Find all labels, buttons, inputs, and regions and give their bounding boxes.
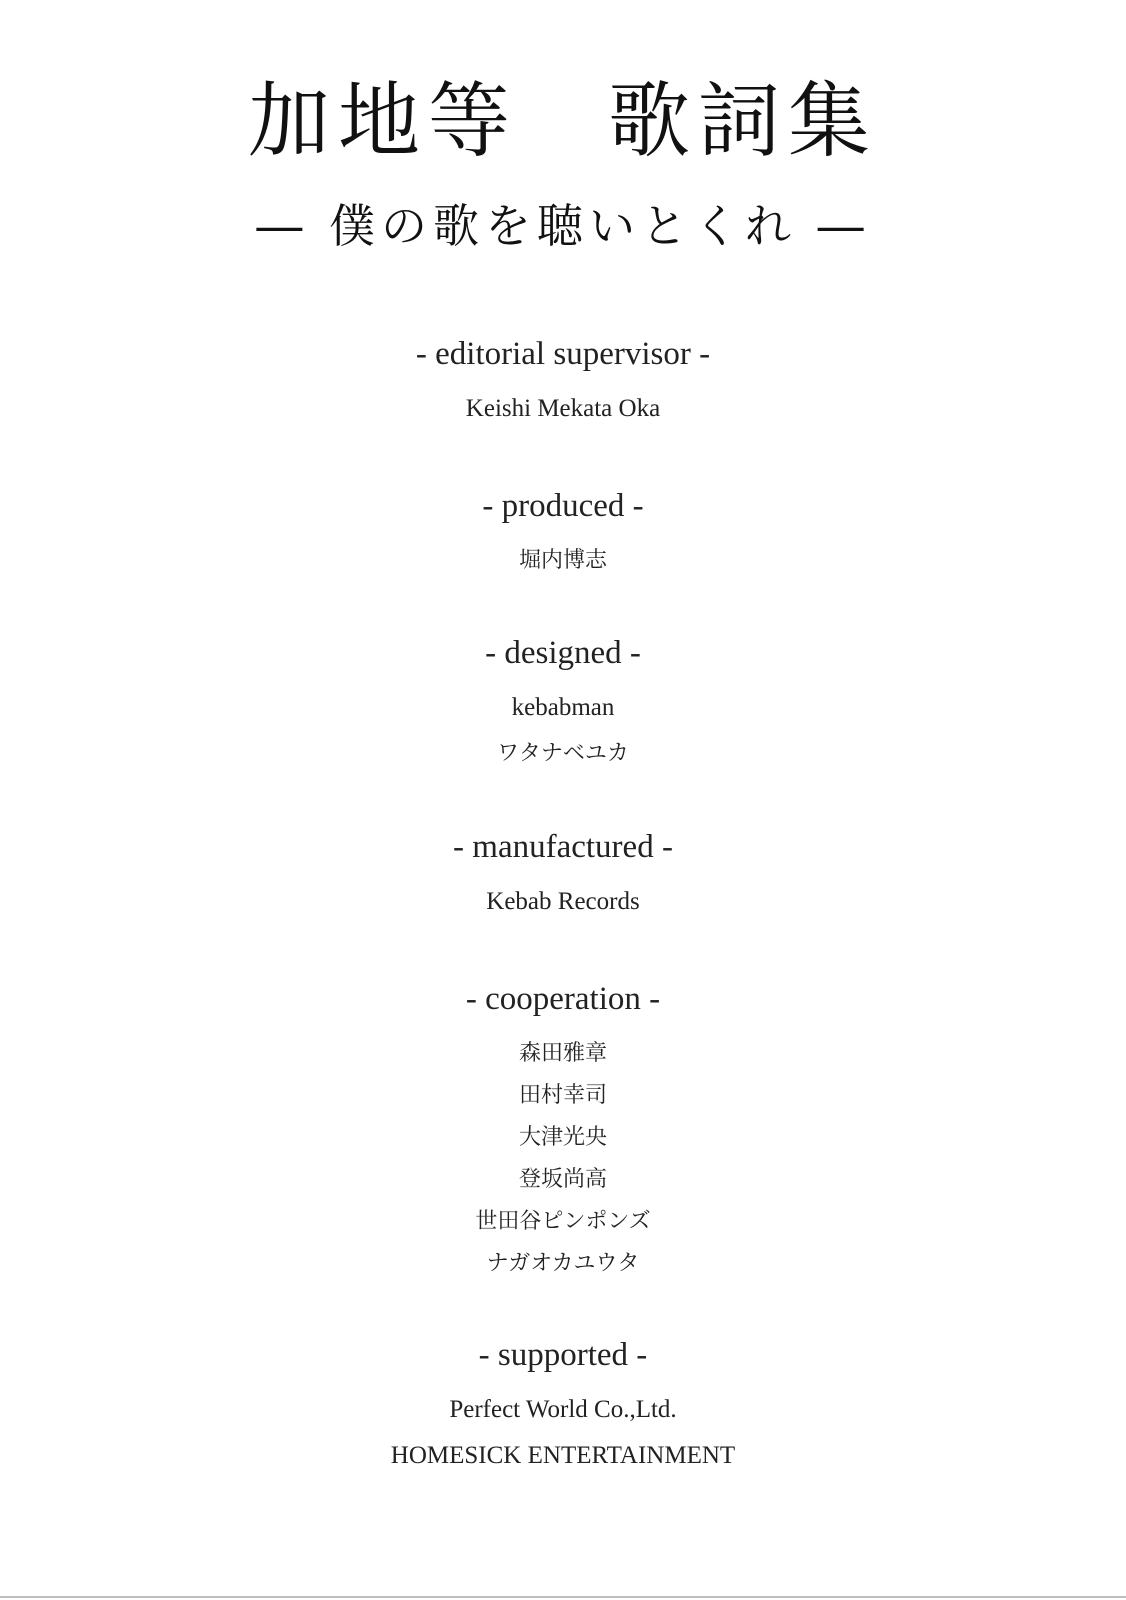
page-subtitle: ― 僕の歌を聴いとくれ ― [256,199,870,253]
credit-name: 大津光央 [518,1125,607,1150]
page-title: 加地等 歌詞集 [247,74,878,169]
credit-name: kebabman [511,694,615,721]
credit-heading-manufactured: - manufactured - [453,829,673,865]
credit-heading-editorial-supervisor: - editorial supervisor - [415,336,711,372]
credit-name: Kebab Records [486,888,640,915]
credit-heading-designed: - designed - [485,635,641,671]
credit-heading-produced: - produced - [482,488,644,524]
credit-name: ワタナベユカ [497,741,629,766]
credit-name: HOMESICK ENTERTAINMENT [390,1442,736,1469]
credit-name: 森田雅章 [518,1041,607,1066]
credit-name: 堀内博志 [518,548,607,573]
credit-name: 登坂尚高 [518,1167,607,1192]
credit-name: 世田谷ピンポンズ [475,1209,651,1234]
credit-heading-supported: - supported - [478,1337,648,1373]
credit-name: Perfect World Co.,Ltd. [449,1396,677,1423]
credit-heading-cooperation: - cooperation - [465,981,661,1017]
credit-name: ナガオカユウタ [486,1251,640,1276]
credit-name: Keishi Mekata Oka [465,395,661,422]
credit-name: 田村幸司 [518,1083,607,1108]
page-bottom-rule [0,1596,1126,1598]
